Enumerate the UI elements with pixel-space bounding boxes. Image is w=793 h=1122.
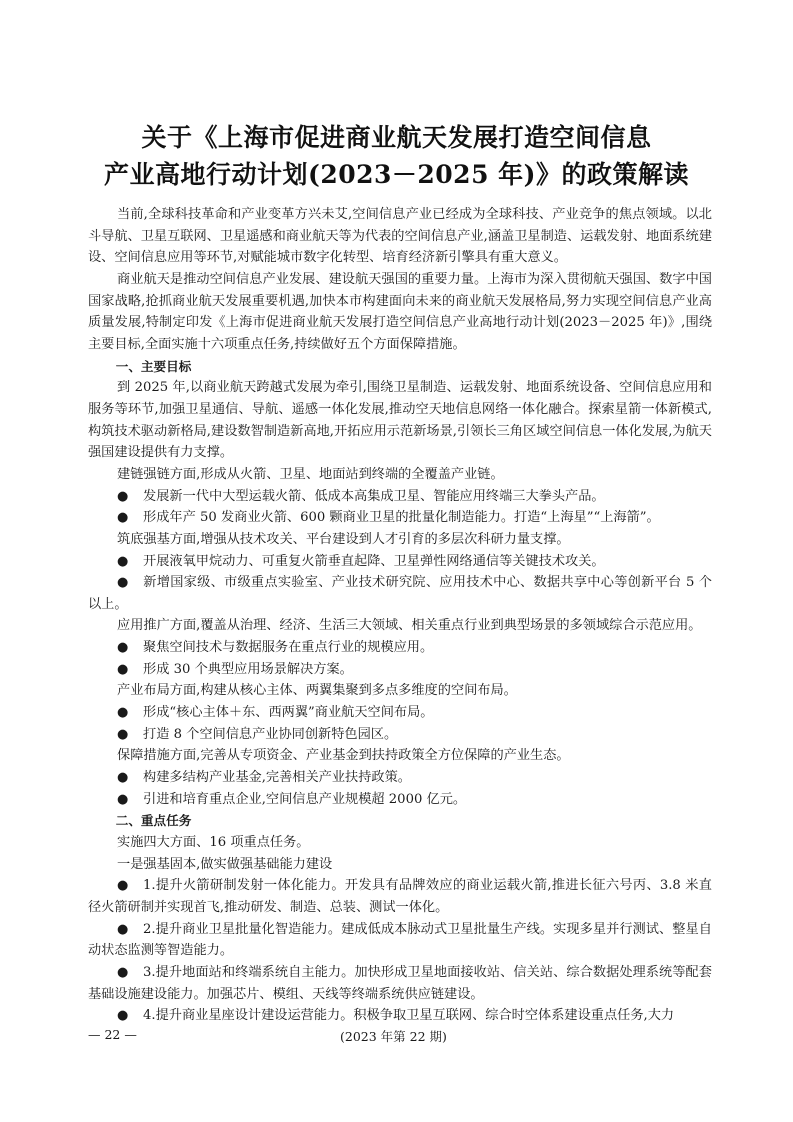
- bullet-icon: ●: [117, 878, 129, 894]
- bullet-item: [88, 1005, 712, 1027]
- bullet-text: 引进和培育重点企业,空间信息产业规模超 2000 亿元。: [143, 791, 467, 807]
- bullet-text: 形成“核心主体＋东、西两翼”商业航天空间布局。: [143, 705, 434, 721]
- document-title-line-2: 产业高地行动计划(2023－2025 年)》的政策解读: [103, 160, 690, 189]
- bullet-item: [88, 875, 712, 918]
- bullet-text: 4.提升商业星座设计建设运营能力。积极争取卫星互联网、综合时空体系建设重点任务,大力: [143, 1008, 675, 1024]
- bullet-icon: ●: [117, 726, 129, 742]
- bullet-item: [88, 767, 712, 789]
- bullet-text: 打造 8 个空间信息产业协同创新特色园区。: [143, 726, 398, 742]
- bullet-item: [88, 551, 712, 573]
- bullet-text: 2.提升商业卫星批量化智造能力。建成低成本脉动式卫星批量生产线。实现多星并行测试、整星自动状态监测等智造能力。: [88, 921, 712, 959]
- bullet-item: [88, 572, 712, 615]
- bullet-item: [88, 637, 712, 659]
- paragraph: 产业布局方面,构建从核心主体、两翼集聚到多点多维度的空间布局。: [117, 683, 517, 699]
- bullet-text: 形成 30 个典型应用场景解决方案。: [143, 661, 353, 677]
- bullet-icon: ●: [117, 488, 129, 504]
- paragraph: 保障措施方面,完善从专项资金、产业基金到扶持政策全方位保障的产业生态。: [117, 748, 570, 764]
- issue-label: (2023 年第 22 期): [340, 1029, 447, 1044]
- bullet-icon: ●: [117, 661, 129, 677]
- bullet-text: 1.提升火箭研制发射一体化能力。开发具有品牌效应的商业运载火箭,推进长征六号丙、3.8 米直径火箭研制并实现首飞,推动研发、制造、总装、测试一体化。: [88, 878, 712, 915]
- bullet-icon: ●: [117, 553, 129, 569]
- bullet-text: 形成年产 50 发商业火箭、600 颗商业卫星的批量化制造能力。打造“上海星”“上海箭”。: [143, 510, 660, 526]
- bullet-icon: ●: [117, 921, 129, 937]
- bullet-item: [88, 702, 712, 724]
- bullet-icon: ●: [117, 1008, 129, 1024]
- section-heading: 一、主要目标: [115, 358, 192, 374]
- paragraph: 到 2025 年,以商业航天跨越式发展为牵引,围绕卫星制造、运载发射、地面系统设备、空间信息应用和服务等环节,加强卫星通信、导航、遥感一体化发展,推动空天地信息网络一体化融合。探索星箭一体新模式,构筑技术驱动新格局,建设数智制造新高地,开拓应用示范新场景,引领长三角区域空间信息一体化发展,为航天强国建设提供有力支撑。: [88, 380, 712, 461]
- bullet-icon: ●: [117, 705, 129, 721]
- section-heading: 二、重点任务: [115, 813, 192, 829]
- bullet-icon: ●: [117, 964, 129, 980]
- bullet-icon: ●: [117, 770, 129, 786]
- bullet-icon: ●: [117, 791, 129, 807]
- bullet-item: [88, 789, 712, 811]
- bullet-item: [88, 486, 712, 508]
- document-body: [88, 204, 712, 1027]
- paragraph: 一是强基固本,做实做强基础能力建设: [117, 856, 333, 872]
- bullet-item: [88, 724, 712, 746]
- page-number: — 22 —: [88, 1027, 137, 1042]
- bullet-item: [88, 962, 712, 1005]
- paragraph: 建链强链方面,形成从火箭、卫星、地面站到终端的全覆盖产业链。: [117, 466, 504, 482]
- paragraph: 实施四大方面、16 项重点任务。: [117, 835, 310, 851]
- bullet-text: 聚焦空间技术与数据服务在重点行业的规模应用。: [143, 640, 434, 656]
- paragraph: 当前,全球科技革命和产业变革方兴未艾,空间信息产业已经成为全球科技、产业竞争的焦点领域。以北斗导航、卫星互联网、卫星遥感和商业航天等为代表的空间信息产业,涵盖卫星制造、运载发射、地面系统建设、空间信息应用等环节,对赋能城市数字化转型、培育经济新引擎具有重大意义。: [88, 207, 713, 266]
- document-title-line-1: 关于《上海市促进商业航天发展打造空间信息: [141, 123, 652, 152]
- bullet-text: 开展液氧甲烷动力、可重复火箭垂直起降、卫星弹性网络通信等关键技术攻关。: [143, 553, 605, 569]
- bullet-text: 3.提升地面站和终端系统自主能力。加快形成卫星地面接收站、信关站、综合数据处理系统等配套基础设施建设能力。加强芯片、模组、天线等终端系统供应链建设。: [88, 964, 712, 1002]
- bullet-item: [88, 507, 712, 529]
- bullet-icon: ●: [117, 510, 129, 526]
- paragraph: 筑底强基方面,增强从技术攻关、平台建设到人才引育的多层次科研力量支撑。: [117, 531, 570, 547]
- bullet-text: 构建多结构产业基金,完善相关产业扶持政策。: [143, 770, 411, 786]
- bullet-icon: ●: [117, 575, 129, 591]
- bullet-text: 发展新一代中大型运载火箭、低成本高集成卫星、智能应用终端三大拳头产品。: [143, 488, 605, 504]
- bullet-icon: ●: [117, 640, 129, 656]
- bullet-text: 新增国家级、市级重点实验室、产业技术研究院、应用技术中心、数据共享中心等创新平台 5 个以上。: [88, 575, 712, 612]
- paragraph: 商业航天是推动空间信息产业发展、建设航天强国的重要力量。上海市为深入贯彻航天强国、数字中国国家战略,抢抓商业航天发展重要机遇,加快本市构建面向未来的商业航天发展格局,努力实现空间信息产业高质量发展,特制定印发《上海市促进商业航天发展打造空间信息产业高地行动计划(2023－2025 年)》,围绕主要目标,全面实施十六项重点任务,持续做好五个方面保障措施。: [88, 271, 712, 352]
- paragraph: 应用推广方面,覆盖从治理、经济、生活三大领域、相关重点行业到典型场景的多领域综合示范应用。: [117, 618, 702, 634]
- bullet-item: [88, 659, 712, 681]
- bullet-item: [88, 919, 712, 962]
